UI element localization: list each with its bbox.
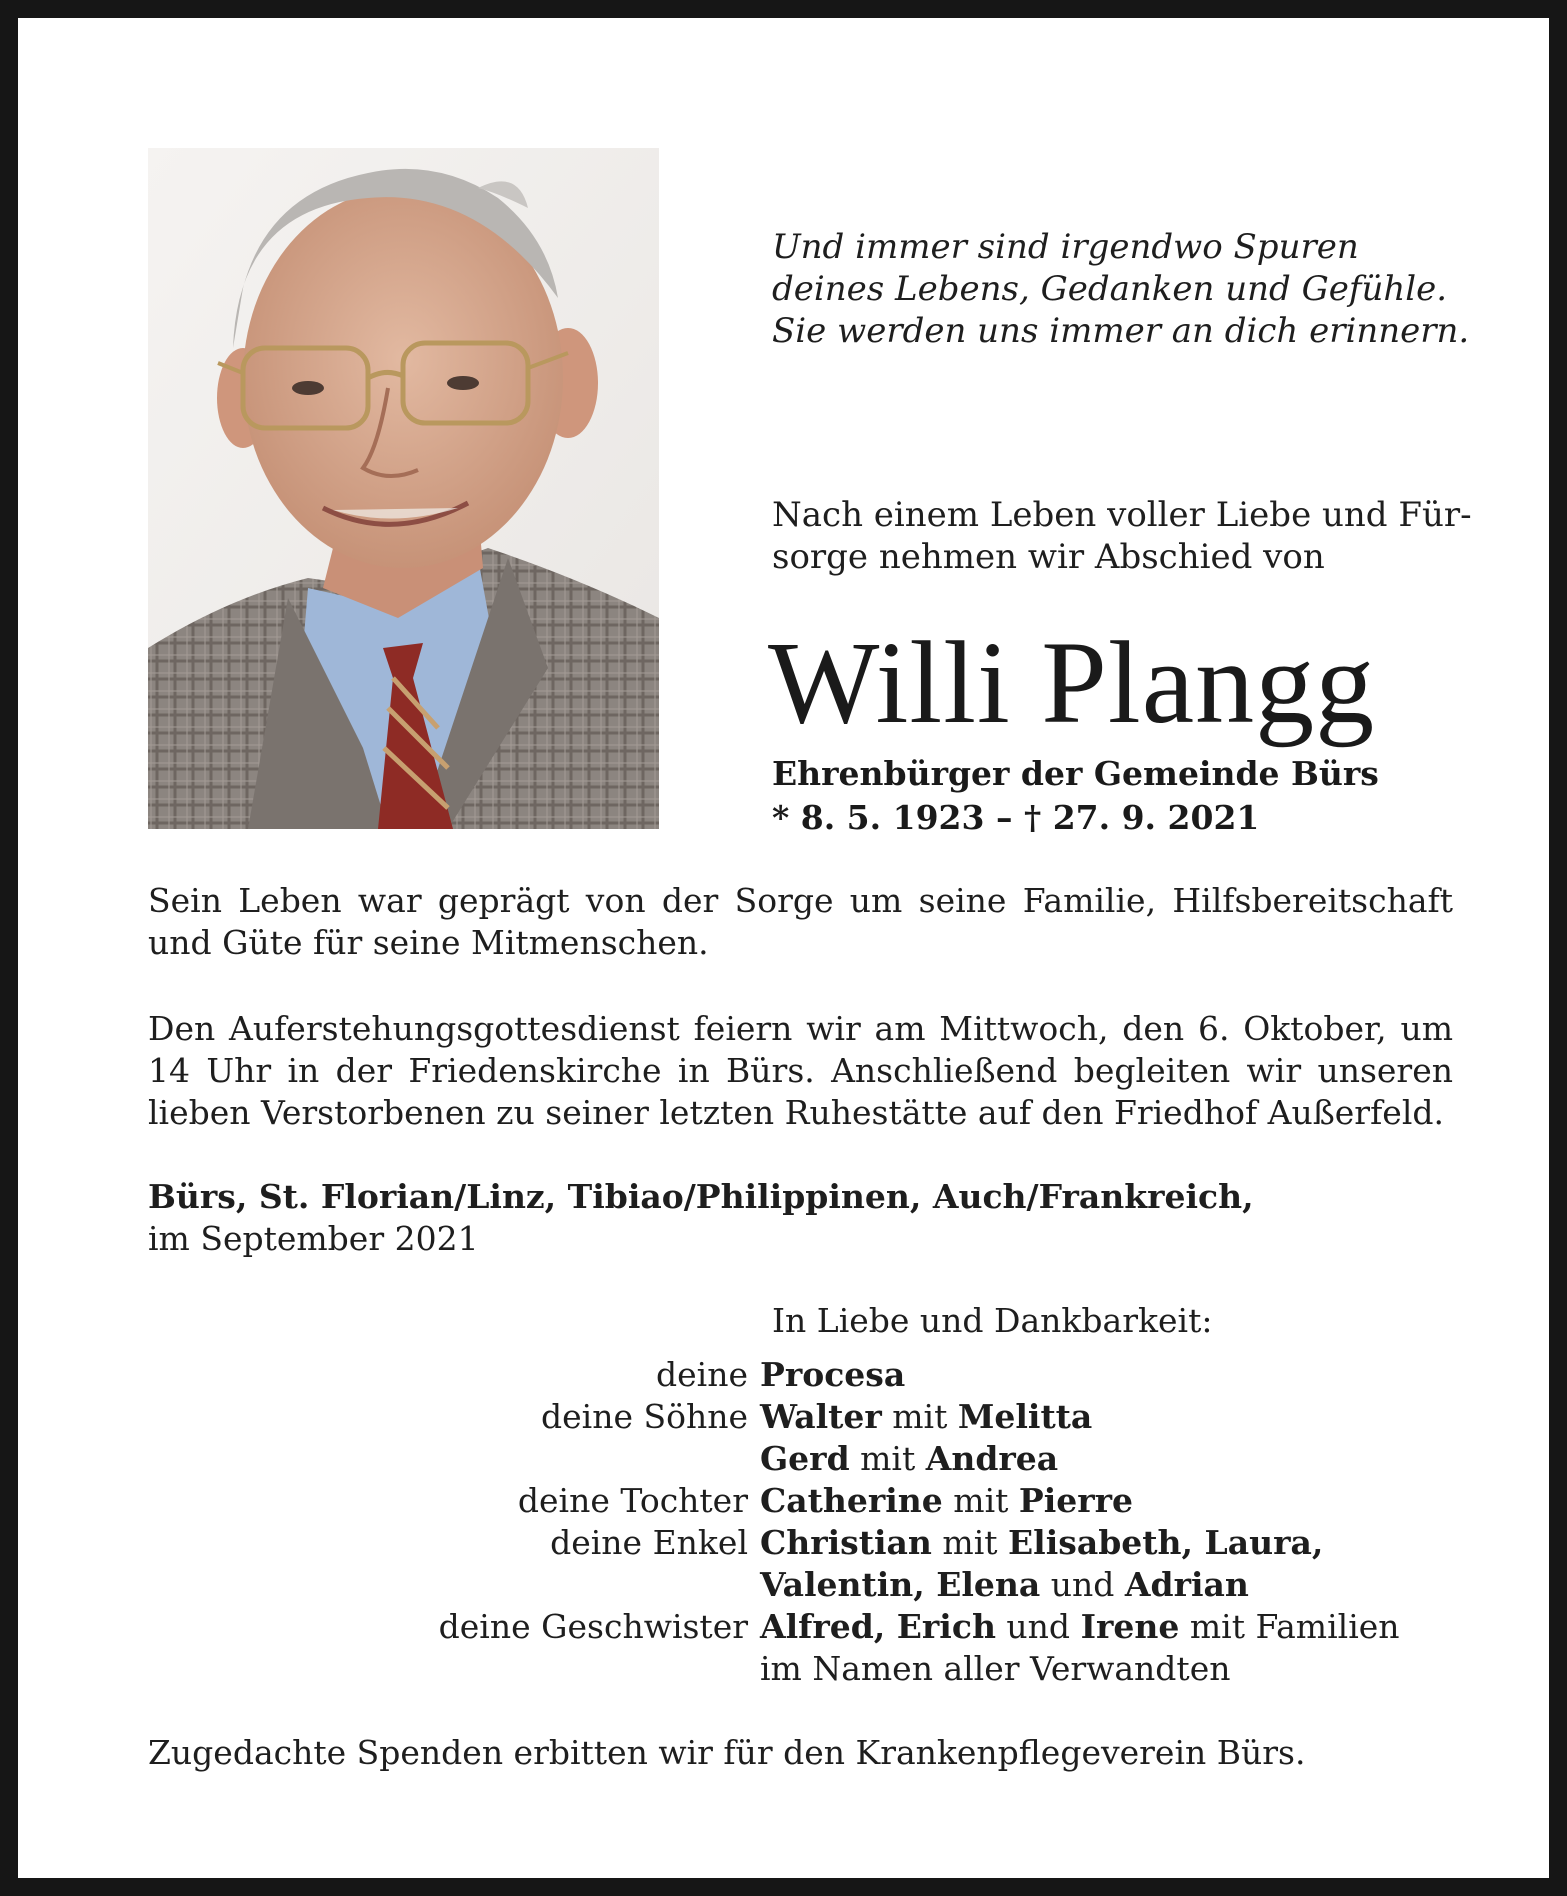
family-row bbox=[148, 1648, 1478, 1690]
honorary-title: Ehrenbürger der Gemeinde Bürs bbox=[772, 754, 1379, 793]
paragraph-line: 14 Uhr in der Friedenskirche in Bürs. Anschließend begleiten wir unseren bbox=[148, 1051, 1453, 1090]
family-relation bbox=[148, 1438, 760, 1480]
family-connector: mit Familien bbox=[1179, 1607, 1400, 1646]
family-relation: deine Geschwister bbox=[438, 1607, 748, 1646]
memorial-poem bbox=[772, 226, 1492, 352]
family-member-name: Valentin, Elena bbox=[760, 1565, 1041, 1604]
family-relation bbox=[148, 1648, 760, 1690]
paragraph-line: lieben Verstorbenen zu seiner letzten Ruhestätte auf den Friedhof Außerfeld. bbox=[148, 1093, 1444, 1132]
family-connector: und bbox=[1040, 1565, 1125, 1604]
family-connector: mit bbox=[942, 1481, 1019, 1520]
family-member-name: Pierre bbox=[1018, 1481, 1134, 1520]
family-row bbox=[148, 1480, 1478, 1522]
locations: Bürs, St. Florian/Linz, Tibiao/Philippinen, Auch/Frankreich, bbox=[148, 1177, 1254, 1216]
paragraph-line: Sein Leben war geprägt von der Sorge um seine Familie, Hilfsbereitschaft bbox=[148, 881, 1453, 920]
family-connector: mit bbox=[931, 1523, 1009, 1562]
intro-line: Nach einem Leben voller Liebe und Für- bbox=[772, 495, 1472, 535]
family-member-name: Gerd bbox=[760, 1439, 850, 1478]
family-member-name: Adrian bbox=[1124, 1565, 1249, 1604]
service-paragraph bbox=[148, 1008, 1453, 1134]
portrait-photo bbox=[148, 148, 659, 829]
intro-line: sorge nehmen wir Abschied von bbox=[772, 537, 1325, 577]
family-member-name: Melitta bbox=[957, 1397, 1093, 1436]
family-member-name: Elisabeth, Laura, bbox=[1008, 1523, 1324, 1562]
thanks-line: In Liebe und Dankbarkeit: bbox=[772, 1301, 1213, 1340]
place-and-date bbox=[148, 1176, 1453, 1260]
family-member-name: Walter bbox=[760, 1397, 882, 1436]
donation-note bbox=[148, 1732, 1453, 1774]
family-list bbox=[148, 1354, 1478, 1690]
family-member-name: Procesa bbox=[760, 1355, 906, 1394]
family-relation: deine Tochter bbox=[517, 1481, 748, 1520]
family-names bbox=[760, 1354, 1478, 1396]
family-names bbox=[760, 1522, 1478, 1564]
family-member-name: Christian bbox=[760, 1523, 932, 1562]
portrait-illustration bbox=[148, 148, 659, 829]
family-row bbox=[148, 1354, 1478, 1396]
family-relation: deine Söhne bbox=[541, 1397, 748, 1436]
family-row bbox=[148, 1522, 1478, 1564]
life-dates: * 8. 5. 1923 – † 27. 9. 2021 bbox=[772, 798, 1260, 837]
family-names bbox=[760, 1648, 1478, 1690]
family-member-name: Catherine bbox=[760, 1481, 943, 1520]
poem-line: Sie werden uns immer an dich erinnern. bbox=[772, 311, 1470, 351]
family-names bbox=[760, 1396, 1478, 1438]
deceased-details bbox=[772, 752, 1492, 840]
family-member-name: Irene bbox=[1080, 1607, 1180, 1646]
family-names bbox=[760, 1480, 1478, 1522]
poem-line: Und immer sind irgendwo Spuren bbox=[772, 227, 1359, 267]
family-connector: mit bbox=[881, 1397, 958, 1436]
life-paragraph bbox=[148, 880, 1453, 964]
family-row bbox=[148, 1564, 1478, 1606]
deceased-name: Willi Plangg bbox=[768, 617, 1376, 748]
poem-line: deines Lebens, Gedanken und Gefühle. bbox=[772, 269, 1448, 309]
farewell-intro bbox=[772, 494, 1492, 578]
family-member-name: Andrea bbox=[925, 1439, 1059, 1478]
date-line: im September 2021 bbox=[148, 1219, 479, 1258]
family-connector: mit bbox=[849, 1439, 926, 1478]
family-relation: deine bbox=[656, 1355, 748, 1394]
family-row bbox=[148, 1396, 1478, 1438]
family-names bbox=[760, 1606, 1478, 1648]
family-connector: und bbox=[995, 1607, 1081, 1646]
family-names bbox=[760, 1564, 1478, 1606]
paragraph-line: und Güte für seine Mitmenschen. bbox=[148, 923, 709, 962]
family-member-name: Alfred, Erich bbox=[760, 1607, 996, 1646]
family-names bbox=[760, 1438, 1478, 1480]
family-row bbox=[148, 1438, 1478, 1480]
family-connector: im Namen aller Verwandten bbox=[760, 1649, 1231, 1688]
donation-line: Zugedachte Spenden erbitten wir für den Krankenpflegeverein Bürs. bbox=[148, 1733, 1306, 1772]
family-relation: deine Enkel bbox=[550, 1523, 748, 1562]
paragraph-line: Den Auferstehungsgottesdienst feiern wir am Mittwoch, den 6. Oktober, um bbox=[148, 1009, 1453, 1048]
family-relation bbox=[148, 1564, 760, 1606]
family-row bbox=[148, 1606, 1478, 1648]
